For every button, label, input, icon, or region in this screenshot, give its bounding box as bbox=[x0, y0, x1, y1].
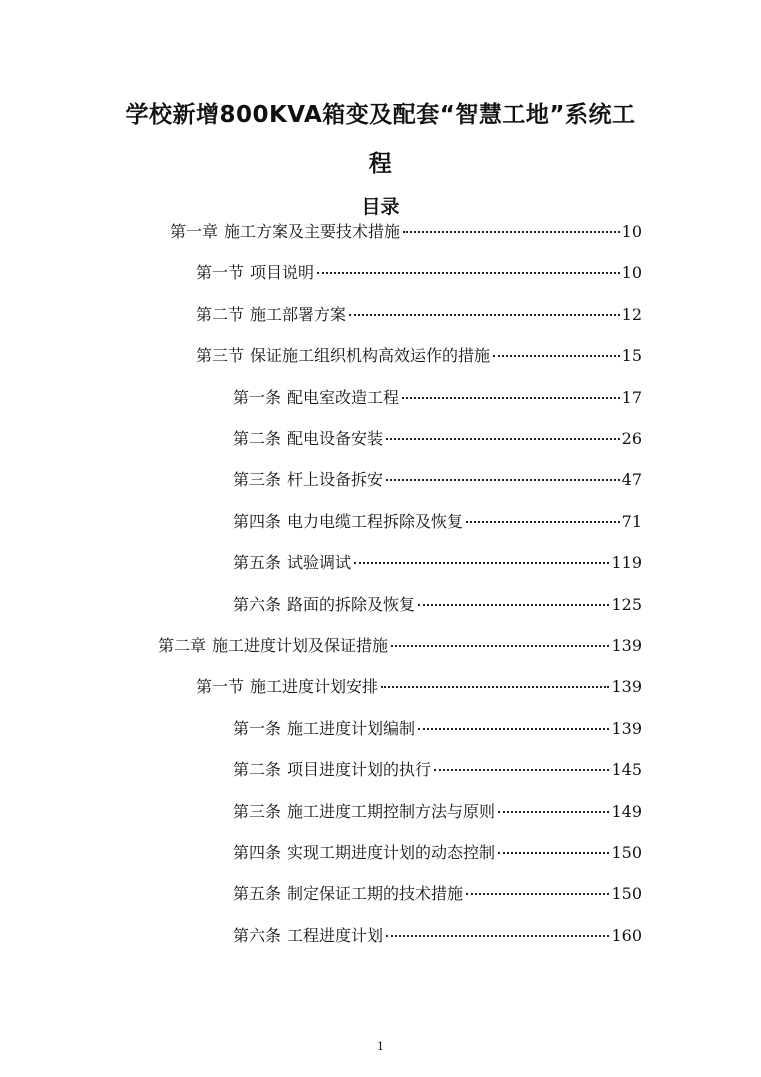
toc-entry-page: 139 bbox=[611, 718, 642, 738]
toc-entry-page: 12 bbox=[621, 304, 642, 324]
toc-entry-page: 160 bbox=[611, 925, 642, 945]
toc-entry-title: 实现工期进度计划的动态控制 bbox=[287, 843, 496, 862]
toc-leader-dots bbox=[349, 308, 620, 316]
toc-entry[interactable] bbox=[233, 758, 642, 782]
toc-leader-dots bbox=[403, 225, 620, 233]
toc-entry-number: 第五条 bbox=[233, 884, 282, 904]
toc-entry[interactable] bbox=[233, 427, 642, 451]
toc-entry-page: 150 bbox=[611, 884, 642, 904]
toc-entry-page: 47 bbox=[621, 470, 642, 490]
toc-entry[interactable] bbox=[196, 303, 642, 327]
toc-entry-page: 26 bbox=[621, 429, 642, 448]
toc-leader-dots bbox=[381, 680, 609, 688]
toc-leader-dots bbox=[466, 887, 609, 895]
toc-leader-dots bbox=[466, 515, 620, 523]
toc-entry[interactable] bbox=[196, 261, 642, 285]
document-title-line-1: 学校新增800KVA箱变及配套“智慧工地”系统工 bbox=[125, 102, 636, 128]
toc-leader-dots bbox=[498, 805, 609, 813]
toc-entry-title: 施工进度工期控制方法与原则 bbox=[287, 801, 496, 821]
toc-heading: 目录 bbox=[361, 196, 400, 218]
toc-entry-number: 第六条 bbox=[233, 594, 282, 614]
toc-leader-dots bbox=[386, 432, 620, 440]
toc-entry-page: 139 bbox=[611, 636, 642, 655]
toc-entry-page: 145 bbox=[611, 760, 642, 780]
toc-entry[interactable] bbox=[233, 386, 642, 410]
toc-entry[interactable] bbox=[233, 593, 642, 617]
toc-leader-dots bbox=[498, 846, 609, 854]
toc-entry-title: 施工方案及主要技术措施 bbox=[224, 222, 401, 241]
toc-entry-title: 电力电缆工程拆除及恢复 bbox=[287, 511, 464, 531]
toc-entry-title: 路面的拆除及恢复 bbox=[287, 594, 416, 614]
toc-entry-page: 15 bbox=[621, 346, 642, 366]
toc-entry-number: 第一条 bbox=[233, 718, 282, 738]
toc-entry-number: 第六条 bbox=[233, 925, 282, 945]
toc-entry[interactable] bbox=[196, 675, 642, 699]
toc-entry-number: 第四条 bbox=[233, 843, 282, 862]
toc-entry[interactable] bbox=[158, 634, 642, 658]
page-number: 1 bbox=[377, 1040, 384, 1053]
toc-entry[interactable] bbox=[233, 551, 642, 575]
toc-entry[interactable] bbox=[233, 800, 642, 824]
toc-entry-title: 施工进度计划编制 bbox=[287, 718, 416, 738]
toc-entry-number: 第一条 bbox=[233, 387, 282, 407]
toc-entry-number: 第三条 bbox=[233, 801, 282, 821]
toc-entry-title: 保证施工组织机构高效运作的措施 bbox=[250, 346, 491, 366]
toc-entry[interactable] bbox=[196, 344, 642, 368]
toc-entry-title: 配电室改造工程 bbox=[287, 387, 400, 407]
toc-entry-page: 10 bbox=[621, 222, 642, 241]
toc-entry-title: 试验调试 bbox=[287, 553, 352, 573]
toc-entry-number: 第一节 bbox=[196, 677, 245, 697]
toc-entry-number: 第二条 bbox=[233, 429, 282, 448]
toc-entry[interactable] bbox=[233, 841, 642, 865]
toc-entry-page: 149 bbox=[611, 801, 642, 821]
toc-entry-title: 施工进度计划及保证措施 bbox=[212, 636, 389, 655]
toc-entry-title: 项目说明 bbox=[250, 263, 315, 283]
toc-entry-page: 119 bbox=[611, 553, 642, 573]
toc-entry[interactable] bbox=[233, 924, 642, 948]
toc-entry-number: 第三节 bbox=[196, 346, 245, 366]
toc-entry-page: 150 bbox=[611, 843, 642, 862]
toc-leader-dots bbox=[402, 391, 620, 399]
toc-entry-title: 制定保证工期的技术措施 bbox=[287, 884, 464, 904]
toc-leader-dots bbox=[493, 349, 620, 357]
toc-entry-number: 第五条 bbox=[233, 553, 282, 573]
toc-entry-page: 10 bbox=[621, 263, 642, 283]
toc-entry-number: 第一节 bbox=[196, 263, 245, 283]
toc-entry-title: 工程进度计划 bbox=[287, 925, 384, 945]
toc-entry[interactable] bbox=[170, 220, 642, 244]
toc-entry-number: 第四条 bbox=[233, 511, 282, 531]
toc-entry[interactable] bbox=[233, 882, 642, 906]
toc-entry[interactable] bbox=[233, 510, 642, 534]
toc-entry-number: 第三条 bbox=[233, 470, 282, 490]
toc-leader-dots bbox=[391, 639, 609, 647]
toc-leader-dots bbox=[418, 722, 609, 730]
toc-leader-dots bbox=[386, 929, 609, 937]
toc-entry-title: 施工进度计划安排 bbox=[250, 677, 379, 697]
toc-leader-dots bbox=[434, 763, 609, 771]
toc-entry-page: 17 bbox=[621, 387, 642, 407]
toc-entry-page: 139 bbox=[611, 677, 642, 697]
toc-entry[interactable] bbox=[233, 717, 642, 741]
toc-entry-number: 第一章 bbox=[170, 222, 219, 241]
toc-entry-number: 第二条 bbox=[233, 760, 282, 780]
toc-entry-title: 项目进度计划的执行 bbox=[287, 760, 432, 780]
document-title-line-2: 程 bbox=[368, 151, 393, 177]
toc-entry-page: 71 bbox=[621, 511, 642, 531]
toc-leader-dots bbox=[418, 598, 609, 606]
toc-leader-dots bbox=[386, 473, 620, 481]
toc-leader-dots bbox=[354, 556, 609, 564]
toc-entry-page: 125 bbox=[611, 594, 642, 614]
toc-entry-title: 杆上设备拆安 bbox=[287, 470, 384, 490]
toc-entry[interactable] bbox=[233, 468, 642, 492]
toc-entry-title: 施工部署方案 bbox=[250, 304, 347, 324]
toc-leader-dots bbox=[317, 266, 620, 274]
toc-entry-title: 配电设备安装 bbox=[287, 429, 384, 448]
toc-entry-number: 第二节 bbox=[196, 304, 245, 324]
toc-entry-number: 第二章 bbox=[158, 636, 207, 655]
